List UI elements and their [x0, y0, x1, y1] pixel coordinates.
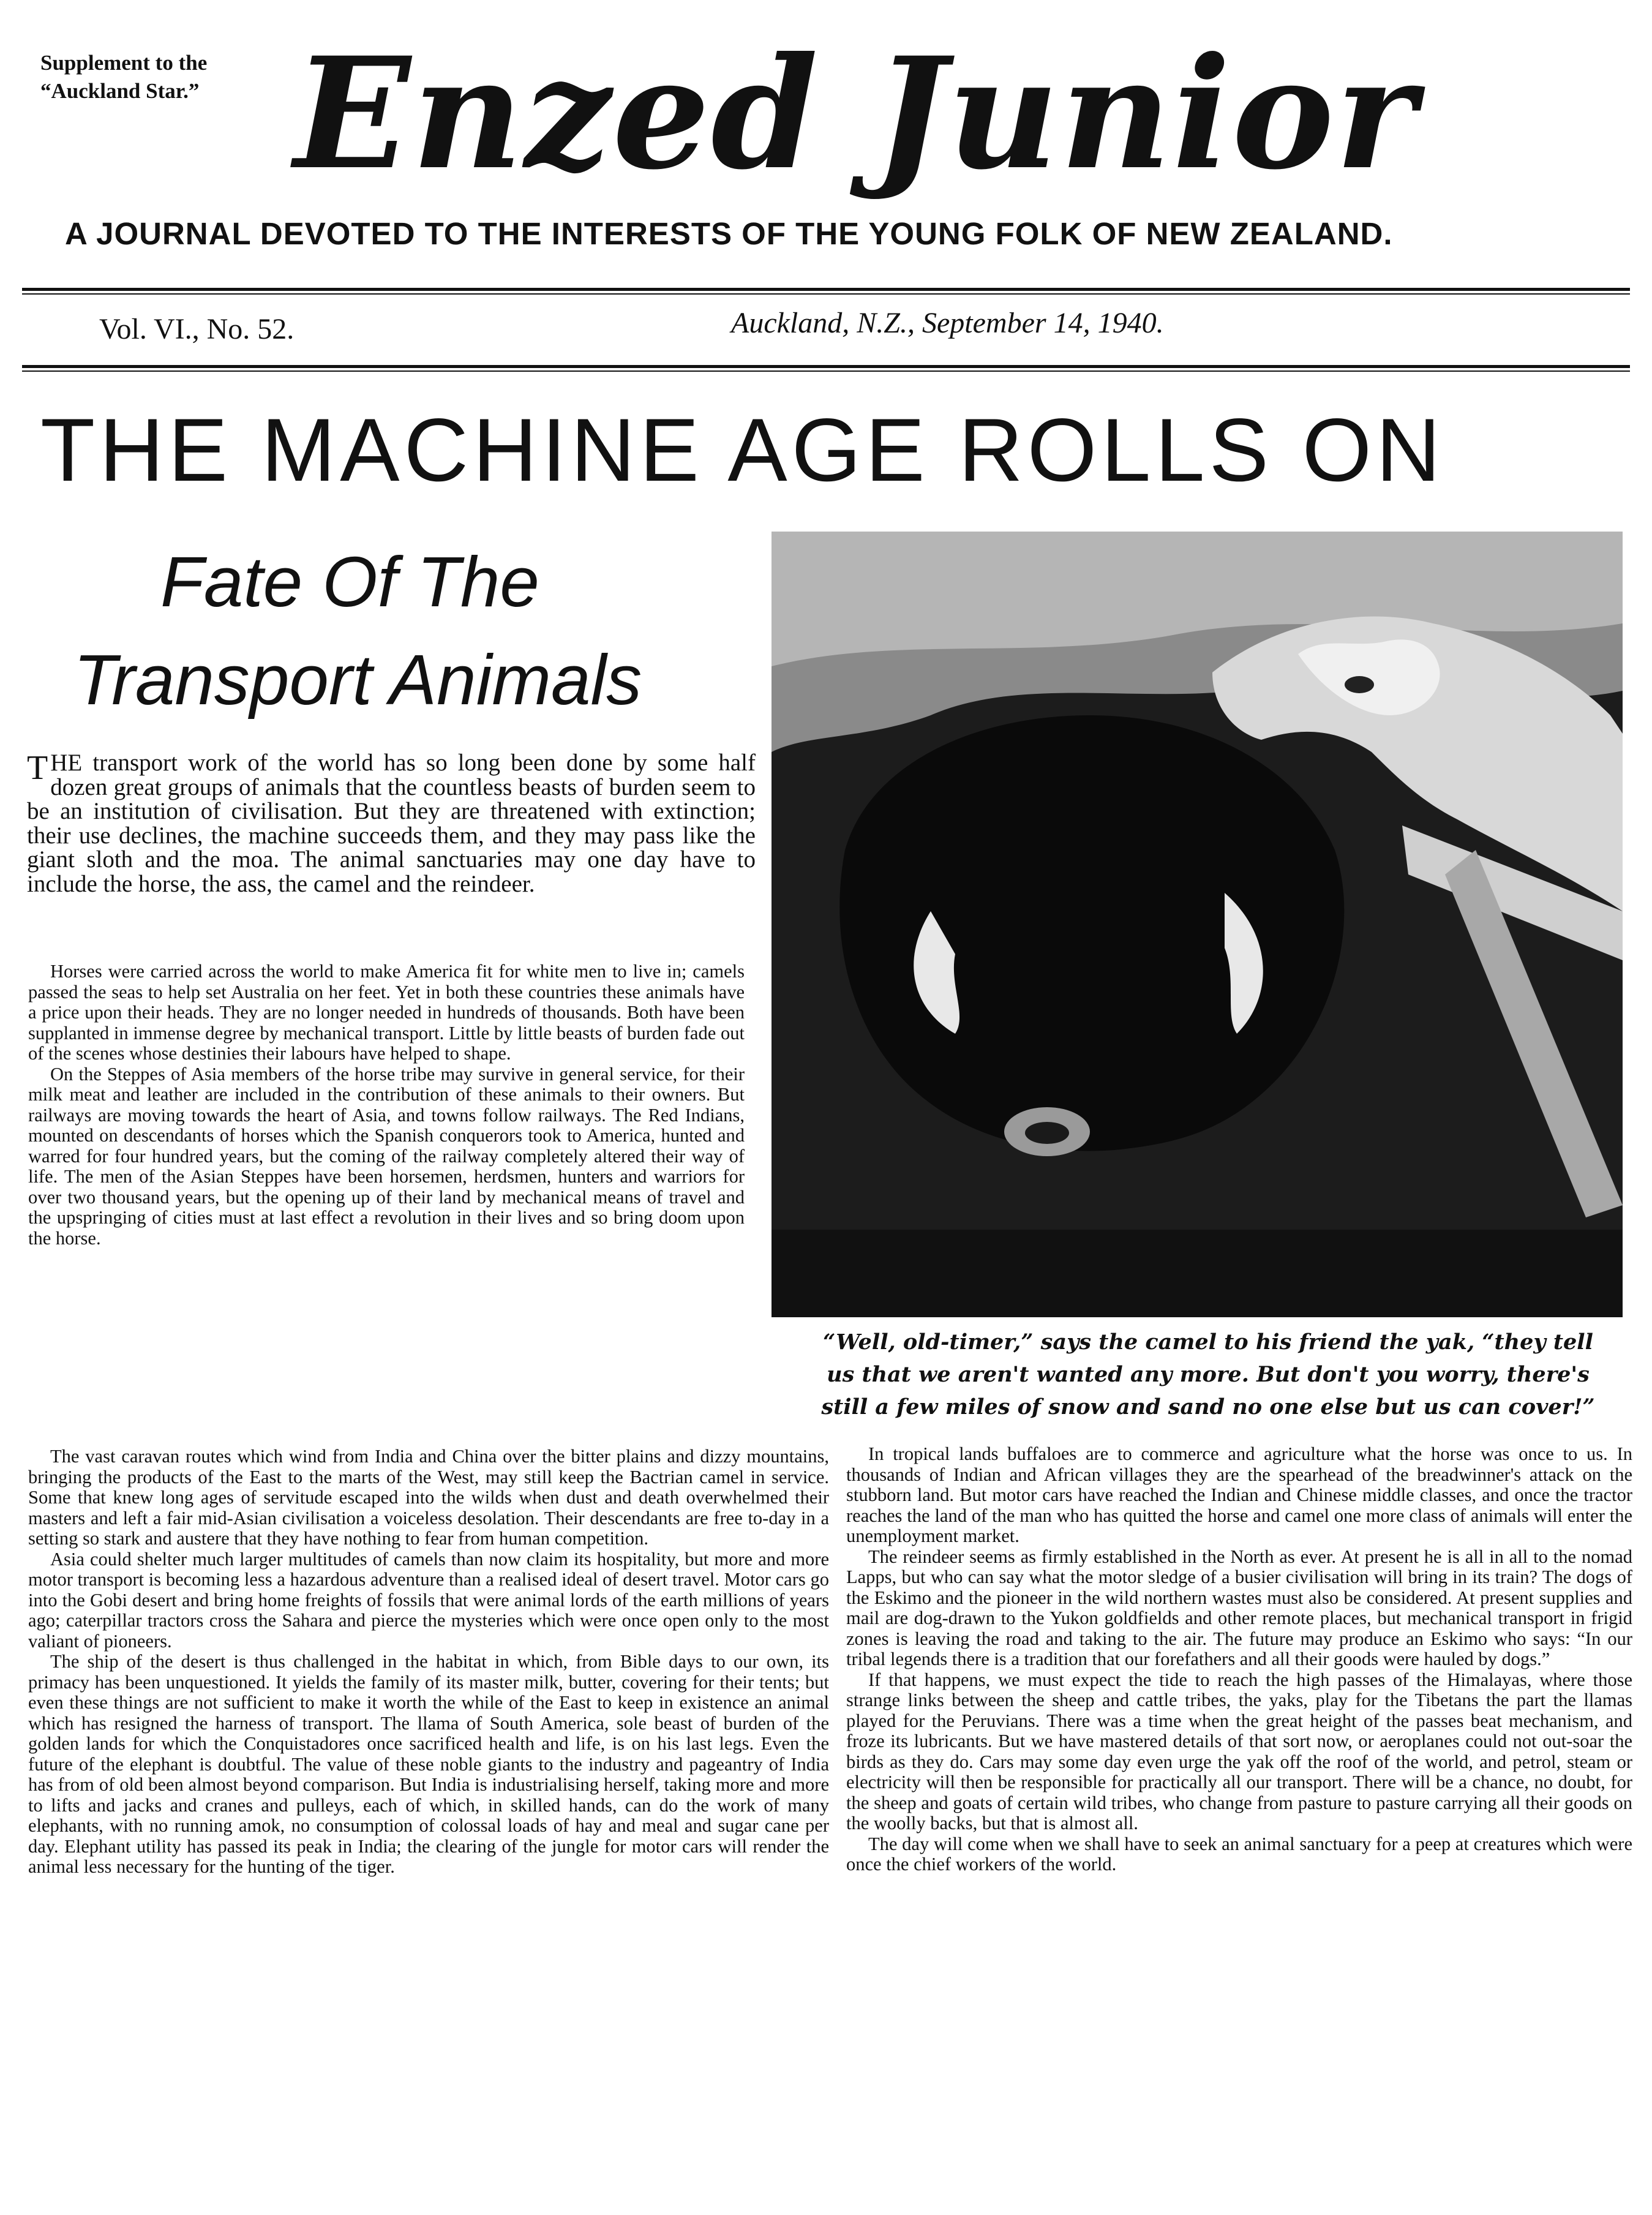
paragraph: Horses were carried across the world to make America fit for white men to live in; camels passed the seas to help set Australia on her feet. Yet in both these countries these animals have a price upon their heads. They are no longer needed in hundreds of thousands. Both have been supplanted in immense degree by mechanical transport. Little by little beasts of burden fade out of the scenes whose destinies their labours have helped to shape.	[28, 961, 745, 1064]
supplement-line-1: Supplement to the	[40, 51, 208, 75]
subheadline-line-1: Fate Of The	[160, 542, 539, 622]
camel-and-yak-photo	[772, 532, 1623, 1317]
dateline: Auckland, N.Z., September 14, 1940.	[731, 307, 1164, 339]
paragraph: The vast caravan routes which wind from India and China over the bitter plains and dizzy mountains, bringing the products of the East to the marts of the West, may still keep the Bactrian camel in service. Some that knew long ages of servitude escaped into the wilds when dust and death overwhelmed their masters and left a fair mid-Asian civilisation a voiceless desolation. Their descendants are free to-day in a setting so stark and austere that they have nothing to fear from human competition.	[28, 1446, 829, 1549]
masthead-title: Enzed Junior	[294, 23, 1417, 203]
drop-cap: T	[27, 749, 48, 787]
paragraph: The day will come when we shall have to seek an animal sanctuary for a peep at creatures which were once the chief workers of the world.	[846, 1833, 1632, 1875]
paragraph: On the Steppes of Asia members of the horse tribe may survive in general service, for their milk meat and leather are included in the contribution of these animals to their owners. But railways are moving towards the heart of Asia, and towns follow railways. The Red Indians, mounted on descendants of horses which the Spanish conquerors took to America, hunted and warred for four hundred years, but the coming of the railway completely altered their way of life. The men of the Asian Steppes have been horsemen, herdsmen, hunters and warriors for over two thousand years, but the opening up of their land by mechanical means of travel and the upspringing of cities must at last effect a revolution in their lives and so bring doom upon the horse.	[28, 1063, 745, 1249]
paragraph: In tropical lands buffaloes are to commerce and agriculture what the horse was once to us. In thousands of Indian and African villages they are the spearhead of the breadwinner's attack on the stubborn land. But motor cars have reached the Indian and Chinese middle classes, and once the tractor reaches the land of the man who has quitted the horse and camel one more class of animals will enter the unemployment market.	[846, 1443, 1632, 1546]
paragraph: The reindeer seems as firmly established in the North as ever. At present he is all in all to the nomad Lapps, but who can say what the motor sledge of a busier civilisation will bring in its train? The dogs of the Eskimo and the pioneer in the wild northern wastes must also be considered. At present supplies and mail are dog-drawn to the Yukon goldfields and other remote places, but mechanical transport in frigid zones is leaving the road and taking to the air. The future may produce an Eskimo who says: “In our tribal legends there is a tradition that our forefathers and all their goods were hauled by dogs.”	[846, 1546, 1632, 1669]
subheadline-line-2: Transport Animals	[73, 640, 642, 720]
left-column-lower	[28, 1446, 829, 1878]
supplement-note	[40, 49, 207, 105]
bottom-rule	[22, 365, 1630, 372]
paragraph: If that happens, we must expect the tide to reach the high passes of the Himalayas, where those strange links between the sheep and cattle tribes, the yaks, play for the Tibetans the part the llamas played for the Peruvians. There was a time when the great height of the passes beat mechanism, and froze its lubricants. But we have mastered details of that sort now, or aeroplanes could not out-soar the birds as they do. Cars may some day even urge the yak off the roof of the world, and petrol, steam or electricity will then be responsible for practically all our transport. There will be a chance, no doubt, for the sheep and goats of certain wild tribes, who change from pasture to pasture carrying all their goods on the woolly backs, but that is almost all.	[846, 1669, 1632, 1833]
journal-tagline: A JOURNAL DEVOTED TO THE INTERESTS OF THE YOUNG FOLK OF NEW ZEALAND.	[65, 216, 1393, 251]
volume-number: Vol. VI., No. 52.	[99, 313, 295, 345]
supplement-line-2: “Auckland Star.”	[40, 79, 200, 103]
lead-paragraph	[27, 751, 756, 896]
paragraph: The ship of the desert is thus challenged in the habitat in which, from Bible days to our own, its primacy has been unquestioned. It yields the family of its master milk, butter, covering for their tents; but even these things are not sufficient to make it worth the while of the East to keep in existence an animal which has resigned the harness of transport. The llama of South America, sole beast of burden of the golden lands for which the Conquistadores once sacrificed health and life, is on his last legs. Even the future of the elephant is doubtful. The value of these noble giants to the industry and pageantry of India has from of old been almost beyond comparison. But India is industrialising herself, taking more and more to lifts and jacks and cranes and pulleys, each of which, in skilled hands, can do the work of many elephants, with no running amok, no consumption of colossal loads of hay and meal and sugar cane per day. Elephant utility has passed its peak in India; the clearing of the jungle for motor cars will render the animal less necessary for the hunting of the tiger.	[28, 1651, 829, 1877]
top-rule	[22, 288, 1630, 295]
lead-text: HE transport work of the world has so long been done by some half dozen great groups of animals that the countless beasts of burden seem to be an institution of civilisation. But they are threatened with extinction; their use declines, the machine succeeds them, and they may pass like the giant sloth and the moa. The animal sanctuaries may one day have to include the horse, the ass, the camel and the reindeer.	[27, 750, 756, 897]
camel-and-yak-illustration	[772, 532, 1623, 1317]
paragraph: Asia could shelter much larger multitudes of camels than now claim its hospitality, but more and more motor transport is becoming less a hazardous adventure than a realised ideal of desert travel. Motor cars go into the Gobi desert and bring home freights of fossils that were animal lords of the earth millions of years ago; caterpillar tractors cross the Sahara and pierce the mysteries which were once open only to the most valiant of pioneers.	[28, 1548, 829, 1652]
headline: THE MACHINE AGE ROLLS ON	[40, 400, 1445, 500]
photo-caption: “Well, old-timer,” says the camel to his friend the yak, “they tell us that we aren't wanted any more. But don't you worry, there's still a few miles of snow and sand no one else but us can cover!”	[821, 1329, 1595, 1420]
left-column-upper	[28, 961, 745, 1249]
right-column	[846, 1444, 1632, 1875]
